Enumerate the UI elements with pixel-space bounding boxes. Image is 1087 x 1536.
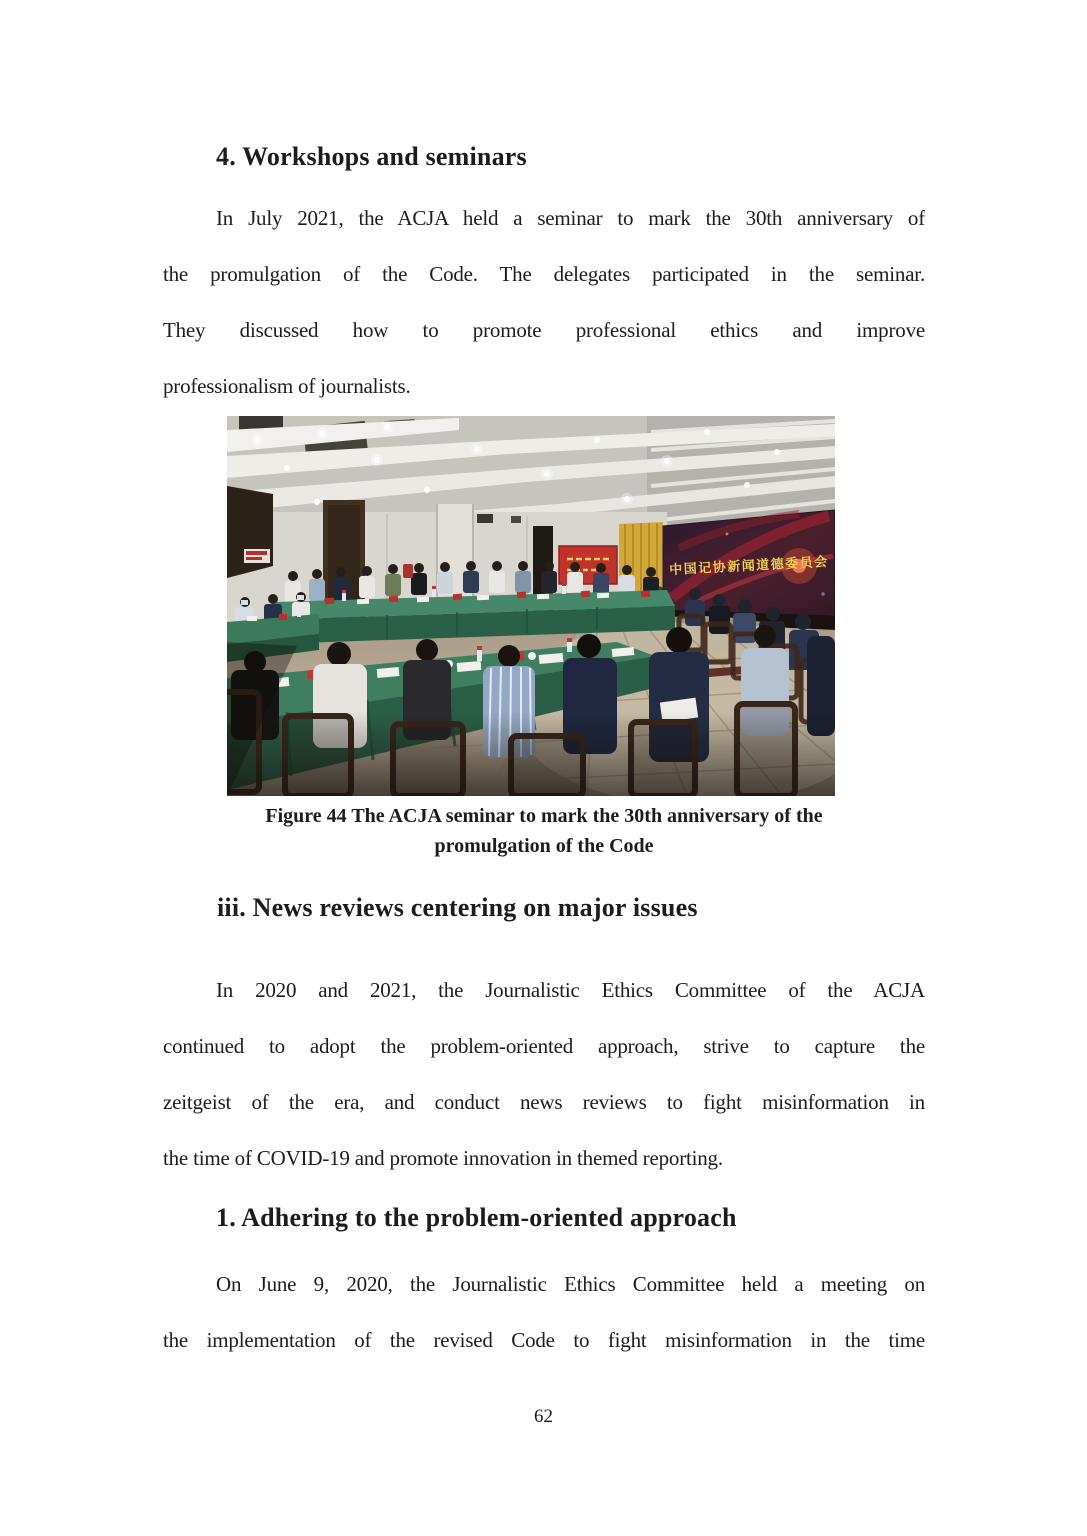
paragraph-1-line: They discussed how to promote professional ethics and improve bbox=[163, 318, 925, 342]
section-iii-heading: iii. News reviews centering on major issues bbox=[217, 893, 698, 922]
screen-title: 中国记协新闻道德委员会 bbox=[668, 553, 830, 578]
page-number: 62 bbox=[534, 1406, 553, 1427]
figure44-photo bbox=[227, 416, 835, 796]
paragraph-1-line: the promulgation of the Code. The delegates participated in the seminar. bbox=[163, 262, 925, 286]
paragraph-2-line: In 2020 and 2021, the Journalistic Ethics Committee of the ACJA bbox=[216, 978, 925, 1002]
paragraph-2-line: zeitgeist of the era, and conduct news reviews to fight misinformation in bbox=[163, 1090, 925, 1114]
paragraph-2-line: continued to adopt the problem-oriented approach, strive to capture the bbox=[163, 1034, 925, 1058]
paragraph-3-line: the implementation of the revised Code to fight misinformation in the time bbox=[163, 1328, 925, 1352]
paragraph-1-line: professionalism of journalists. bbox=[163, 374, 411, 398]
figure44-caption-line1: Figure 44 The ACJA seminar to mark the 30th anniversary of the bbox=[265, 805, 823, 827]
section1-heading: 1. Adhering to the problem-oriented approach bbox=[216, 1203, 737, 1232]
paragraph-2-line: the time of COVID-19 and promote innovation in themed reporting. bbox=[163, 1146, 723, 1170]
figure44-caption bbox=[163, 801, 925, 861]
conference-room-illustration bbox=[227, 416, 835, 796]
paragraph-1-line: In July 2021, the ACJA held a seminar to mark the 30th anniversary of bbox=[216, 206, 925, 230]
section4-heading: 4. Workshops and seminars bbox=[216, 142, 527, 171]
paragraph-1 bbox=[163, 190, 925, 414]
paragraph-3 bbox=[163, 1256, 925, 1368]
paragraph-2 bbox=[163, 962, 925, 1186]
figure44-caption-line2: promulgation of the Code bbox=[434, 835, 654, 857]
paragraph-3-line: On June 9, 2020, the Journalistic Ethics Committee held a meeting on bbox=[216, 1272, 925, 1296]
